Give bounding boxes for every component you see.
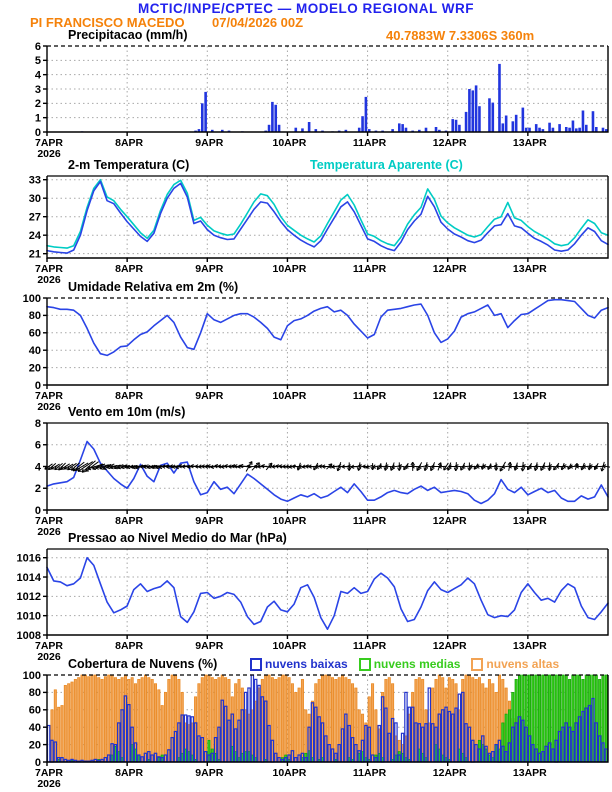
svg-text:13APR: 13APR xyxy=(512,767,547,779)
svg-text:2: 2 xyxy=(34,483,41,496)
svg-text:9APR: 9APR xyxy=(195,390,224,402)
svg-text:40: 40 xyxy=(28,722,41,734)
svg-text:27: 27 xyxy=(28,211,41,224)
svg-text:8APR: 8APR xyxy=(115,640,144,652)
svg-text:9APR: 9APR xyxy=(195,767,224,779)
svg-text:7APR: 7APR xyxy=(34,640,64,652)
svg-text:1012: 1012 xyxy=(16,591,41,604)
svg-text:13APR: 13APR xyxy=(512,515,547,527)
svg-text:8APR: 8APR xyxy=(115,390,144,402)
svg-text:11APR: 11APR xyxy=(352,263,387,275)
panel-title-pressure: Pressao ao Nivel Medio do Mar (hPa) xyxy=(68,531,287,545)
svg-text:4: 4 xyxy=(34,461,41,474)
svg-text:11APR: 11APR xyxy=(352,390,387,402)
svg-text:24: 24 xyxy=(28,229,41,242)
panel-title-humidity: Umidade Relativa em 2m (%) xyxy=(68,280,239,294)
aparente-label: Temperatura Aparente (C) xyxy=(310,158,463,172)
svg-text:1: 1 xyxy=(34,112,41,125)
svg-text:9APR: 9APR xyxy=(195,137,224,149)
svg-text:7APR: 7APR xyxy=(34,767,64,779)
svg-text:2026: 2026 xyxy=(37,526,61,538)
panel-title-wind: Vento em 10m (m/s) xyxy=(68,405,186,419)
legend-label-2: nuvens altas xyxy=(486,657,560,671)
svg-text:12APR: 12APR xyxy=(432,137,467,149)
svg-text:10APR: 10APR xyxy=(272,767,307,779)
svg-text:33: 33 xyxy=(28,174,41,187)
svg-text:21: 21 xyxy=(28,248,41,261)
svg-text:9APR: 9APR xyxy=(195,515,224,527)
model-title: MCTIC/INPE/CPTEC — MODELO REGIONAL WRF xyxy=(138,1,474,16)
svg-text:11APR: 11APR xyxy=(352,640,387,652)
svg-text:11APR: 11APR xyxy=(352,767,387,779)
svg-text:8APR: 8APR xyxy=(115,137,144,149)
svg-text:6: 6 xyxy=(34,40,41,53)
svg-text:13APR: 13APR xyxy=(512,263,547,275)
svg-text:10APR: 10APR xyxy=(272,640,307,652)
svg-text:11APR: 11APR xyxy=(352,137,387,149)
svg-text:0: 0 xyxy=(34,379,41,392)
svg-text:1014: 1014 xyxy=(16,571,41,584)
svg-text:1016: 1016 xyxy=(16,552,41,565)
svg-text:7APR: 7APR xyxy=(34,390,64,402)
svg-text:8: 8 xyxy=(34,417,41,430)
svg-text:8APR: 8APR xyxy=(115,263,144,275)
svg-text:8APR: 8APR xyxy=(115,515,144,527)
legend-label-0: nuvens baixas xyxy=(265,657,348,671)
svg-text:11APR: 11APR xyxy=(352,515,387,527)
svg-text:60: 60 xyxy=(28,327,41,340)
svg-text:7APR: 7APR xyxy=(34,263,64,275)
svg-text:12APR: 12APR xyxy=(432,515,467,527)
svg-text:80: 80 xyxy=(28,310,41,323)
panel-title-temperature: 2-m Temperatura (C) xyxy=(68,158,190,172)
svg-text:2026: 2026 xyxy=(37,778,61,790)
svg-text:9APR: 9APR xyxy=(195,640,224,652)
svg-text:1010: 1010 xyxy=(16,610,41,623)
svg-text:2026: 2026 xyxy=(37,274,61,286)
svg-text:2026: 2026 xyxy=(37,148,61,160)
svg-text:12APR: 12APR xyxy=(432,390,467,402)
svg-text:0: 0 xyxy=(34,504,41,517)
svg-text:4: 4 xyxy=(34,69,41,82)
svg-text:5: 5 xyxy=(34,55,41,68)
svg-text:10APR: 10APR xyxy=(272,515,307,527)
svg-text:12APR: 12APR xyxy=(432,640,467,652)
svg-text:100: 100 xyxy=(22,292,41,305)
svg-text:20: 20 xyxy=(28,362,41,375)
svg-text:13APR: 13APR xyxy=(512,390,547,402)
svg-text:12APR: 12APR xyxy=(432,767,467,779)
svg-text:100: 100 xyxy=(22,669,41,682)
svg-text:10APR: 10APR xyxy=(272,390,307,402)
svg-text:13APR: 13APR xyxy=(512,640,547,652)
station-coords: 40.7883W 7.3306S 360m xyxy=(386,28,535,43)
station-name: PI FRANCISCO MACEDO xyxy=(30,15,185,30)
legend-label-1: nuvens medias xyxy=(373,657,461,671)
svg-text:6: 6 xyxy=(34,439,41,452)
svg-text:12APR: 12APR xyxy=(432,263,467,275)
svg-text:40: 40 xyxy=(28,345,41,357)
svg-text:20: 20 xyxy=(28,739,41,752)
svg-text:60: 60 xyxy=(28,704,41,717)
svg-text:30: 30 xyxy=(28,192,41,205)
svg-text:7APR: 7APR xyxy=(34,137,64,149)
svg-text:1008: 1008 xyxy=(16,629,41,642)
svg-text:8APR: 8APR xyxy=(115,767,144,779)
svg-text:0: 0 xyxy=(34,126,41,139)
svg-text:3: 3 xyxy=(34,83,41,96)
panel-title-clouds: Cobertura de Nuvens (%) xyxy=(68,657,218,671)
svg-text:2: 2 xyxy=(34,98,41,111)
panel-title-precipitation: Precipitacao (mm/h) xyxy=(68,28,188,42)
svg-text:10APR: 10APR xyxy=(272,263,307,275)
svg-text:13APR: 13APR xyxy=(512,137,547,149)
svg-text:9APR: 9APR xyxy=(195,263,224,275)
svg-text:0: 0 xyxy=(34,756,41,769)
svg-text:7APR: 7APR xyxy=(34,515,64,527)
svg-text:10APR: 10APR xyxy=(272,137,307,149)
run-datetime: 07/04/2026 00Z xyxy=(212,15,304,30)
svg-text:2026: 2026 xyxy=(37,401,61,413)
svg-text:2026: 2026 xyxy=(37,651,61,663)
svg-text:80: 80 xyxy=(28,687,41,700)
